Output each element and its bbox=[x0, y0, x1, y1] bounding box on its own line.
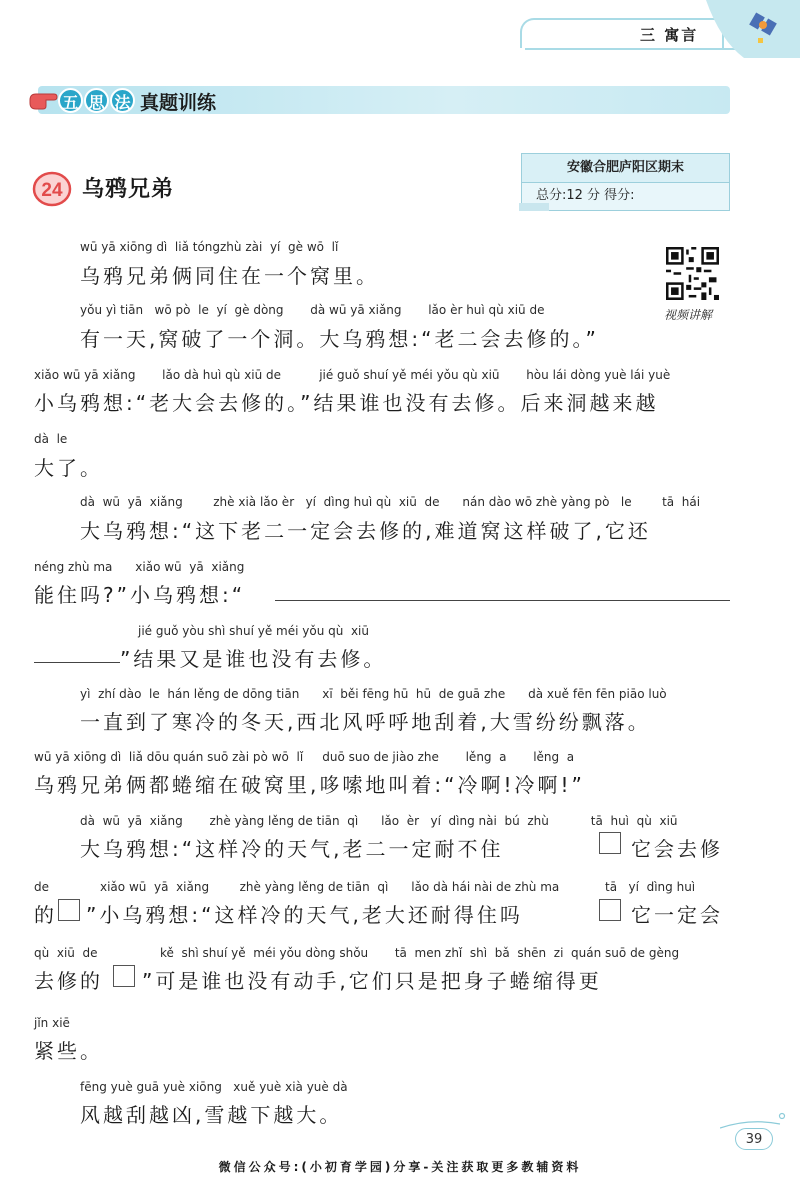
text-line: 一直到了寒冷的冬天,西北风呼呼地刮着,大雪纷纷飘落。 bbox=[80, 710, 651, 734]
lesson-number-badge bbox=[32, 171, 72, 207]
pinyin-line: fēng yuè guā yuè xiōng xuě yuè xià yuè dà bbox=[80, 1080, 348, 1094]
pinyin-line: jǐn xiē bbox=[34, 1016, 70, 1030]
pinyin-line: dà wū yā xiǎng zhè xià lǎo èr yí dìng huì qù xiū de nán dào wō zhè yàng pò le tā hái bbox=[80, 495, 701, 509]
footer-note: 微信公众号:(小初育学园)分享-关注获取更多教辅资料 bbox=[218, 1160, 582, 1174]
punctuation-box[interactable] bbox=[58, 899, 80, 921]
text-line: 大乌鸦想:“这样冷的天气,老二一定耐不住 bbox=[80, 837, 504, 861]
pinyin-line: dà wū yā xiǎng zhè yàng lěng de tiān qì lǎo èr yí dìng nài bú zhù tā huì qù xiū bbox=[80, 814, 678, 828]
text-line: 风越刮越凶,雪越下越大。 bbox=[80, 1103, 343, 1127]
banner-title: 真题训练 bbox=[140, 92, 217, 114]
badge-fa: 法 bbox=[110, 88, 135, 113]
pinyin-line: xiǎo wū yā xiǎng zhè yàng lěng de tiān qì lǎo dà hái nài de zhù ma tā yí dìng huì bbox=[100, 880, 696, 894]
badge-wu: 五 bbox=[58, 88, 83, 113]
satellite-icon bbox=[706, 0, 800, 58]
qr-code-icon[interactable] bbox=[666, 247, 719, 300]
punctuation-box[interactable] bbox=[599, 832, 621, 854]
text-line: ”可是谁也没有动手,它们只是把身子蜷缩得更 bbox=[142, 969, 602, 993]
text-line: 能住吗?”小乌鸦想:“ bbox=[34, 583, 246, 607]
pinyin-line: wū yā xiōng dì liǎ tóngzhù zài yí gè wō lǐ bbox=[80, 240, 339, 254]
pinyin-line: wū yā xiōng dì liǎ dōu quán suō zài pò wō lǐ duō suo de jiào zhe lěng a lěng a bbox=[34, 750, 575, 764]
pinyin-line: de bbox=[34, 880, 49, 894]
text-line: 大了。 bbox=[34, 456, 103, 480]
pinyin-line: jié guǒ yòu shì shuí yě méi yǒu qù xiū bbox=[138, 624, 369, 638]
text-line: 去修的 bbox=[34, 969, 103, 993]
source-box bbox=[521, 153, 730, 211]
chapter-label: 三 寓言 bbox=[640, 26, 699, 44]
pinyin-line: yǒu yì tiān wō pò le yí gè dòng dà wū yā xiǎng lǎo èr huì qù xiū de bbox=[80, 303, 545, 317]
text-line: 小乌鸦想:“老大会去修的。”结果谁也没有去修。后来洞越来越 bbox=[34, 391, 659, 415]
pinyin-line: néng zhù ma xiǎo wū yā xiǎng bbox=[34, 560, 245, 574]
page-number: 39 bbox=[735, 1128, 773, 1150]
text-line: 有一天,窝破了一个洞。大乌鸦想:“老二会去修的。” bbox=[80, 327, 599, 351]
text-line: 它一定会 bbox=[631, 903, 723, 927]
text-line: 它会去修 bbox=[631, 837, 723, 861]
pinyin-line: dà le bbox=[34, 432, 68, 446]
text-line: ”小乌鸦想:“这样冷的天气,老大还耐得住吗 bbox=[86, 903, 523, 927]
text-line: 的 bbox=[34, 903, 57, 927]
source-location: 安徽合肥庐阳区期末 bbox=[522, 154, 729, 183]
lesson-number: 24 bbox=[41, 180, 63, 201]
badge-si: 思 bbox=[84, 88, 109, 113]
pinyin-line: yì zhí dào le hán lěng de dōng tiān xī běi fēng hū hū de guā zhe dà xuě fēn fēn piāo luò bbox=[80, 687, 667, 701]
score-line: 总分:12 分 得分: bbox=[536, 188, 635, 203]
page-title: 乌鸦兄弟 bbox=[82, 177, 175, 202]
text-line: 乌鸦兄弟俩同住在一个窝里。 bbox=[80, 264, 379, 288]
pinyin-line: kě shì shuí yě méi yǒu dòng shǒu tā men zhǐ shì bǎ shēn zi quán suō de gèng bbox=[160, 946, 680, 960]
answer-blank[interactable] bbox=[34, 662, 120, 663]
pointing-hand-icon bbox=[28, 88, 58, 112]
answer-blank[interactable] bbox=[275, 600, 730, 601]
text-line: 大乌鸦想:“这下老二一定会去修的,难道窝这样破了,它还 bbox=[80, 519, 651, 543]
source-box-tab bbox=[519, 203, 549, 211]
text-line: 乌鸦兄弟俩都蜷缩在破窝里,哆嗦地叫着:“冷啊!冷啊!” bbox=[34, 773, 585, 797]
pinyin-line: xiǎo wū yā xiǎng lǎo dà huì qù xiū de jié guǒ shuí yě méi yǒu qù xiū hòu lái dòng yuè lái yuè bbox=[34, 368, 671, 382]
punctuation-box[interactable] bbox=[113, 965, 135, 987]
punctuation-box[interactable] bbox=[599, 899, 621, 921]
qr-label: 视频讲解 bbox=[664, 308, 713, 322]
pinyin-line: qù xiū de bbox=[34, 946, 98, 960]
text-line: 紧些。 bbox=[34, 1039, 103, 1063]
text-line: ”结果又是谁也没有去修。 bbox=[120, 647, 387, 671]
